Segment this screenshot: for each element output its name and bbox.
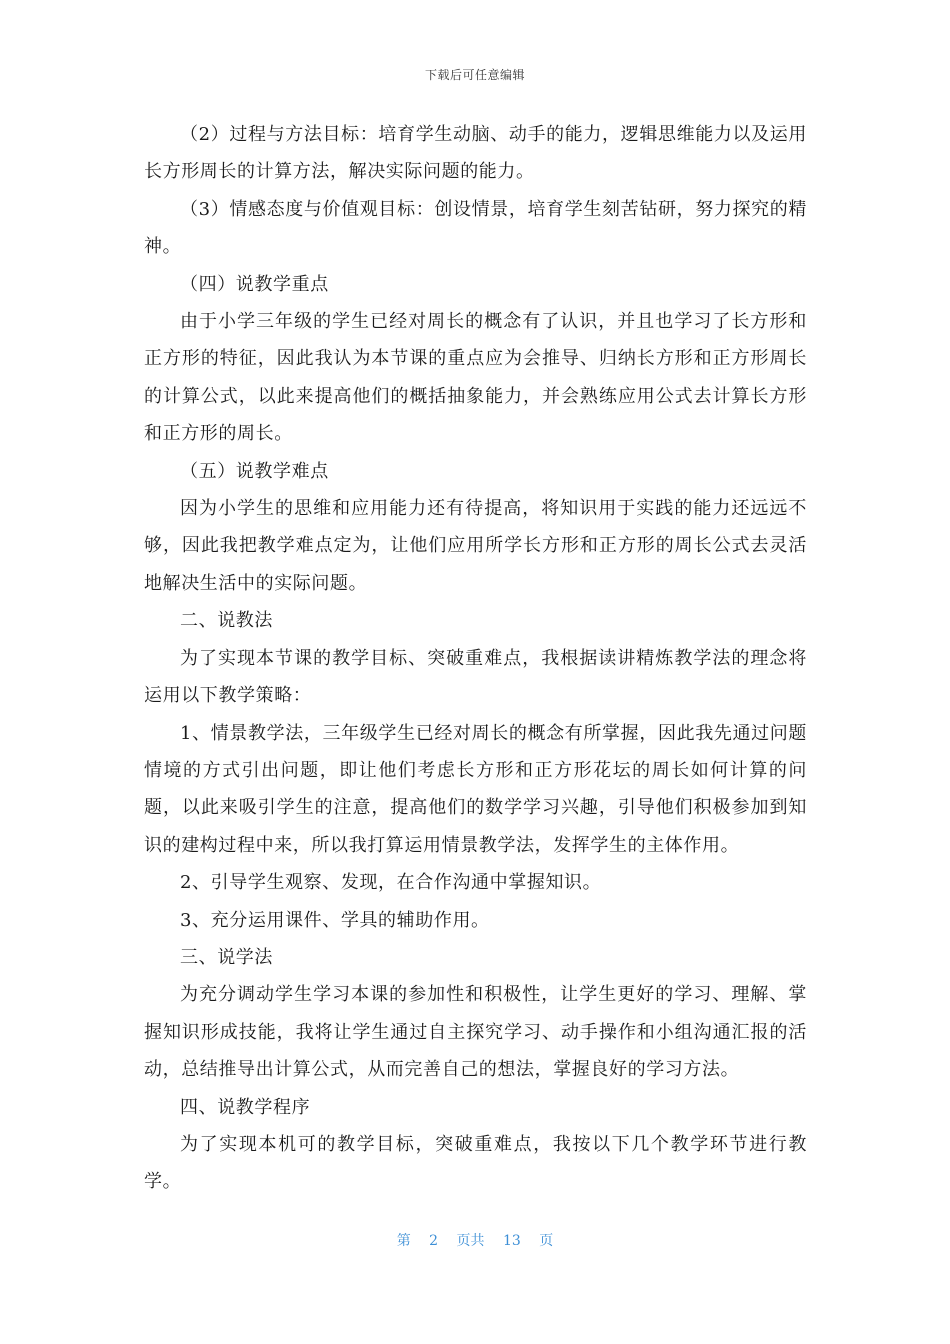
document-body: [144, 116, 807, 1201]
footer-prefix: 第: [396, 1233, 411, 1249]
paragraph-key-points: 由于小学三年级的学生已经对周长的概念有了认识，并且也学习了长方形和正方形的特征，因此我认为本节课的重点应为会推导、归纳长方形和正方形周长的计算公式，以此来提高他们的概括抽象能力，并会熟练应用公式去计算长方形和正方形的周长。: [144, 311, 807, 445]
footer-middle: 页共: [456, 1233, 485, 1249]
header-note: 下载后可任意编辑: [424, 68, 525, 82]
page-number-footer: [0, 1230, 950, 1250]
paragraph-difficulties: 因为小学生的思维和应用能力还有待提高，将知识用于实践的能力还远远不够，因此我把教学难点定为，让他们应用所学长方形和正方形的周长公式去灵活地解决生活中的实际问题。: [144, 498, 807, 594]
footer-suffix: 页: [539, 1233, 554, 1249]
paragraph-teaching-procedure: 为了实现本机可的教学目标，突破重难点，我按以下几个教学环节进行教学。: [144, 1133, 807, 1193]
paragraph-strategy-2: 2、引导学生观察、发现，在合作沟通中掌握知识。: [180, 872, 602, 894]
paragraph-teaching-strategy-intro: 为了实现本节课的教学目标、突破重难点，我根据读讲精炼教学法的理念将运用以下教学策略：: [144, 647, 807, 707]
heading-teaching-method: 二、说教法: [180, 610, 273, 632]
heading-teaching-difficulties: （五）说教学难点: [180, 460, 329, 482]
paragraph-process-method-goal: （2）过程与方法目标：培育学生动脑、动手的能力，逻辑思维能力以及运用长方形周长的计算方法，解决实际问题的能力。: [144, 124, 807, 183]
heading-learning-method: 三、说学法: [180, 946, 273, 968]
heading-teaching-procedure: 四、说教学程序: [180, 1096, 311, 1118]
paragraph-emotion-value-goal: （3）情感态度与价值观目标：创设情景，培育学生刻苦钻研，努力探究的精神。: [144, 198, 807, 258]
paragraph-strategy-3: 3、充分运用课件、学具的辅助作用。: [180, 909, 490, 931]
footer-current-page: 2: [429, 1233, 439, 1249]
paragraph-learning-method: 为充分调动学生学习本课的参加性和积极性，让学生更好的学习、理解、掌握知识形成技能，我将让学生通过自主探究学习、动手操作和小组沟通汇报的活动，总结推导出计算公式，从而完善自己的想法，掌握良好的学习方法。: [144, 984, 807, 1081]
heading-teaching-key-points: （四）说教学重点: [180, 273, 329, 295]
footer-total-pages: 13: [503, 1233, 521, 1249]
paragraph-strategy-1: 1、情景教学法，三年级学生已经对周长的概念有所掌握，因此我先通过问题情境的方式引出问题，即让他们考虑长方形和正方形花坛的周长如何计算的问题，以此来吸引学生的注意，提高他们的数学学习兴趣，引导他们积极参加到知识的建构过程中来，所以我打算运用情景教学法，发挥学生的主体作用。: [144, 722, 807, 856]
